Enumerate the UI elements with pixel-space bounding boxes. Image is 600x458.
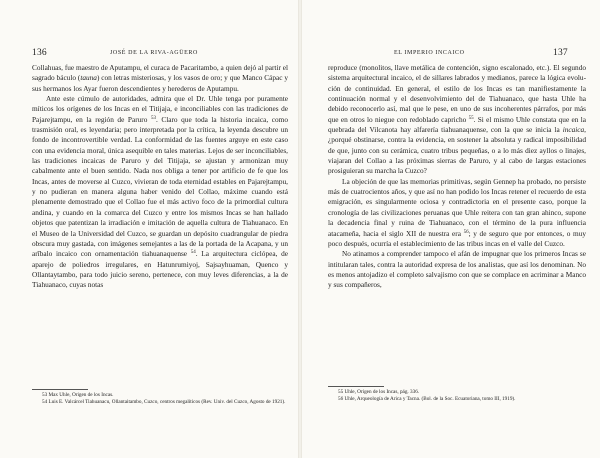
text-run: . Si el mismo Uhle constata que en la quebrada del Vilcanota hay alfarería tiahuanaquense, con la que se inicia la bbox=[328, 114, 586, 135]
text-run: , ¿porqué obstinarse, contra la evidencia, en sostener la absoluta y radical imposibilidad de que, junto con su cerámica, cuatro tribus pequeñas, o a lo más diez ayllos o linajes, viajaran del Collao a las próximas sierras de Paruro, y al cabo de largas estaciones prosiguieran su marcha la Cuzco? bbox=[328, 125, 586, 176]
footnote: 56 Uhle, Arqueología de Arica y Tacna. (Bol. de la Soc. Ecuatoriana, tomo III, 1919). bbox=[338, 396, 516, 402]
body-paragraph bbox=[32, 94, 288, 291]
page-body bbox=[32, 63, 288, 291]
footnote-ref: 55 bbox=[468, 115, 474, 121]
running-head: EL IMPERIO INCAICO bbox=[394, 50, 465, 56]
footnote: 55 Uhle, Origen de los Incas, pág. 336. bbox=[338, 389, 420, 395]
footnote-ref: 53 bbox=[150, 115, 156, 121]
text-run: ) con letras misteriosas, y los vasos de oro; y que Manco Cápac y sus hermanos los Ayar fueron descendientes y herederos de Aputampu. bbox=[32, 73, 288, 93]
text-run: reproduce (monolitos, llave metálica de contención, signo escalonado, etc.). El segundo sistema arquitectural incaico, el de sillares labrados y medianos, parece la lógica evolución de continuidad. En general, el estilo de los Incas es tan manifiestamente la continuación normal y el desenvolvimiento del de Tiahuanaco, que hasta Uhle ha debido reconocerlo así, mal que le pese, en uno de sus incoherentes párrafos, por más que en otros lo niegue con redoblado capricho bbox=[328, 63, 586, 124]
text-run: Ante este cúmulo de autoridades, admira que el Dr. Uhle tenga por puramente míticos los orígenes de los Incas en el Titijaja, e inconciliables con las tradiciones de Pajarejtampu, en la región de Paruro bbox=[32, 94, 288, 124]
footnote: 53 Max Uhle, Origen de los Incas. bbox=[42, 392, 114, 398]
right-page bbox=[302, 0, 600, 458]
body-paragraph bbox=[328, 63, 586, 177]
running-head: JOSÉ DE LA RIVA-AGÜERO bbox=[110, 50, 198, 56]
italic-text: tauna bbox=[80, 73, 97, 83]
text-run: No atinamos a comprender tampoco el afán de impugnar que los primeros Incas se intitularan tales, contra la autoridad expresa de los analistas, que así los denominan. No es menos antojadizo el completo salvajismo con que se complace en acriminar a Manco y sus compañeros, bbox=[328, 249, 586, 290]
italic-text: incaica bbox=[562, 125, 585, 135]
left-page bbox=[0, 0, 298, 458]
text-run: ; y de seguro que por entonces, o muy poco después, ocurría el establecimiento de las tribus incas en el valle del Cuzco. bbox=[328, 228, 586, 248]
footnote-rule bbox=[32, 389, 88, 390]
text-run: Collahuas, fue maestro de Aputampu, el curaca de Pacaritambo, a quien dejó al partir el sagrado báculo ( bbox=[32, 63, 288, 83]
body-paragraph bbox=[328, 249, 586, 290]
page-number: 137 bbox=[553, 48, 568, 58]
text-run: . Claro que toda la historia incaica, como trasmisión oral, es leyendaria; pero interpretada por la crítica, la leyenda descubre un fondo de incontrovertible verdad. La conformidad de las fuentes arguye en este caso con una evidencia moral, única asequible en tales materias. Lejos de ser inconciliables, las tradiciones incaicas de Paruro y del Titijaja, se ajustan y armonizan muy cabalmente ante el buen sentido. Nada nos obliga a tener por artificio de fe que los Incas, antes de moverse al Cuzco, vivieran de toda eternidad estables en Pajarejtampu, y no pudieran en manera alguna haber venido del Collao, máxime cuando está plenamente demostrado que el Collao fue el más activo foco de la primordial cultura andina, y cuando en la comarca del Cuzco y entre los mismos Incas se han hallado objetos que patentizan la irradiación e imitación de aquella cultura de Tiahuanaco. En el Museo de la Universidad del Cuzco, se guardan un depósito cuadrangular de piedra obscura muy gastada, con imágenes semejantes a las de la portada de la Acapana, y un arībalo incaico con ornamentación tiahuanaquense bbox=[32, 114, 288, 259]
footnote-rule bbox=[328, 386, 384, 387]
text-run: . La arquitectura ciclópea, de aparejo de poliedros irregulares, en Hatunrumiyoj, Sajsayhuaman, Quenco y Ollantaytambo, para todo juicio sereno, pertenece, con muy leves diferencias, a la de Tiahuanaco, cuyas notas bbox=[32, 249, 288, 290]
footnote: 54 Luis E. Valcárcel Tiahuanacu, Ollantaitambo, Cuzco, centros megalíticos (Rev. Univ. del Cuzco, Agosto de 1921). bbox=[42, 399, 286, 405]
page-body bbox=[328, 63, 586, 291]
body-paragraph bbox=[32, 63, 288, 94]
page-number: 136 bbox=[32, 48, 47, 58]
body-paragraph bbox=[328, 177, 586, 249]
footnote-ref: 54 bbox=[190, 250, 196, 256]
footnotes bbox=[32, 392, 288, 406]
footnote-ref: 56 bbox=[463, 229, 469, 235]
footnotes bbox=[328, 389, 586, 403]
text-run: La objeción de que las memorias primitivas, según Gennep ha probado, no persiste más de cuatrocientos años, y que así no han podido los Incas retener el recuerdo de esta emigración, es singularmente ociosa y contradictoria en el presente caso, porque la cronología de las civilizaciones peruanas que Uhle reitera con tan gran ahinco, supone la decadencia final y ruina de Tiahuanaco, con el término de la pura influencia atacameña, hacia el siglo XII de nuestra era bbox=[328, 176, 586, 238]
